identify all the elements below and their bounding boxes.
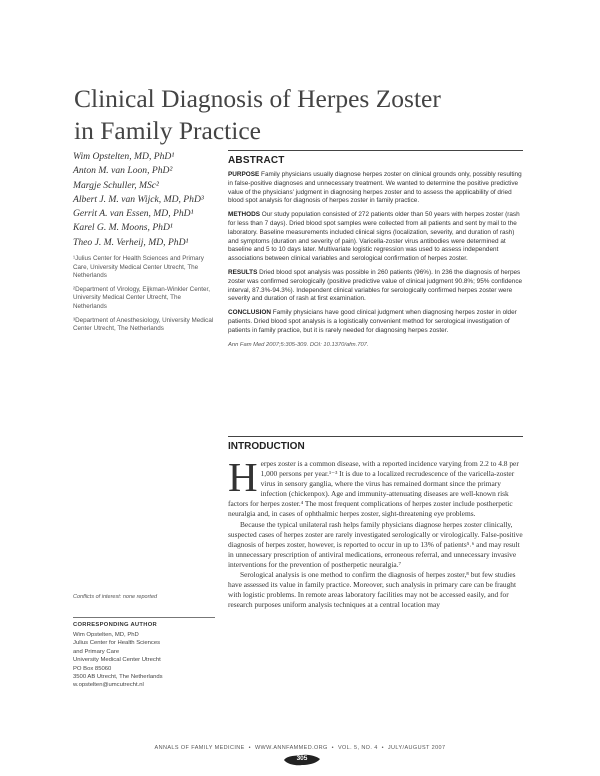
title-line-1: Clinical Diagnosis of Herpes Zoster	[74, 84, 441, 114]
abstract-methods	[228, 211, 523, 264]
intro-paragraph-1-text: erpes zoster is a common disease, with a reported incidence varying from 2.2 to 4.8 per 1,000 persons per year.¹⁻³ It is due to a localized recrudescence of the varicella-zoster virus in sensory ganglia, where the virus has remained dormant since the primary infection (chickenpox). Age and immunity-attenuating diseases are well-known risk factors for herpes zoster.⁴ The most frequent complications of herpes zoster include postherpetic neuralgia and, in cases of ophthalmic herpes zoster, sight-threatening eye problems.	[228, 459, 519, 519]
methods-text: Our study population consisted of 272 patients older than 50 years with herpes zoster (rash for less than 7 days). Dried blood spot samples were collected from all patients and sent by mail to the laboratory. Baseline measurements included clinical signs (localization, severity, and duration of rash) and symptoms (duration and severity of pain). Varicella-zoster virus antibodies were determined at baseline and 5 to 10 days later. Multivariate logistic regression was used to assess independent associations between clinical variables and serological confirmation of herpes zoster.	[228, 211, 520, 263]
footer-journal: ANNALS OF FAMILY MEDICINE	[154, 745, 245, 751]
author-name: Albert J. M. van Wijck, MD, PhD³	[73, 193, 204, 205]
author-name: Gerrit A. van Essen, MD, PhD¹	[73, 208, 194, 220]
author-name: Anton M. van Loon, PhD²	[73, 165, 173, 177]
author-name: Margje Schuller, MSc²	[73, 179, 159, 191]
drop-cap: H	[228, 454, 258, 500]
corresponding-line: Wim Opstelten, MD, PhD	[73, 632, 139, 638]
corresponding-heading: CORRESPONDING AUTHOR	[73, 622, 158, 628]
footer-website[interactable]: WWW.ANNFAMMED.ORG	[254, 745, 328, 751]
page-number: 305	[296, 755, 308, 762]
affiliation: ¹Julius Center for Health Sciences and Primary Care, University Medical Center Utrecht, The Netherlands	[73, 255, 204, 280]
footer-separator: •	[381, 745, 384, 751]
footer-separator: •	[248, 745, 251, 751]
introduction-heading: INTRODUCTION	[228, 436, 523, 452]
citation: Ann Fam Med 2007;5:305-309. DOI: 10.1370/afm.707.	[228, 341, 369, 348]
footer-separator: •	[331, 745, 334, 751]
footer-date: JULY/AUGUST 2007	[387, 745, 446, 751]
corresponding-line: PO Box 85060	[73, 665, 112, 672]
abstract-section	[228, 150, 523, 348]
introduction-section	[228, 436, 523, 610]
article-title	[74, 83, 534, 147]
purpose-label: PURPOSE	[228, 171, 260, 178]
intro-paragraph: Serological analysis is one method to confirm the diagnosis of herpes zoster,⁸ but few studies have assessed its value in family practice. Moreover, such analysis in primary care can be fraught with logistic problems. In remote areas laboratory facilities may not be accessed easily, and for research purposes uniform analysis techniques at a central location may	[228, 570, 517, 610]
corresponding-line: University Medical Center Utrecht	[73, 657, 161, 664]
abstract-purpose	[228, 171, 523, 206]
abstract-conclusion	[228, 309, 523, 335]
corresponding-line: and Primary Care	[73, 648, 120, 655]
corresponding-line: 3500 AB Utrecht, The Netherlands	[73, 674, 163, 681]
title-line-2: in Family Practice	[74, 116, 261, 146]
running-footer	[0, 745, 600, 751]
conclusion-text: Family physicians have good clinical judgment when diagnosing herpes zoster in older patients. Dried blood spot analysis is a logistically convenient method for serological investigation of patients in family practice, but it is rarely needed for diagnosing herpes zoster.	[228, 309, 517, 334]
author-name: Karel G. M. Moons, PhD¹	[73, 222, 173, 234]
abstract-heading: ABSTRACT	[228, 150, 523, 166]
author-name: Wim Opstelten, MD, PhD¹	[73, 151, 175, 162]
footer-volume: VOL. 5, NO. 4	[337, 745, 378, 751]
results-text: Dried blood spot analysis was possible in 260 patients (96%). In 236 the diagnosis of herpes zoster was confirmed serologically (positive predictive value of clinical judgment 90.8%; 95% confidence interval, 87.3%-94.3%). Independent clinical variables for serologically confirmed herpes zoster were severity and duration of rash at first examination.	[228, 268, 523, 303]
corresponding-email[interactable]: w.opstelten@umcutrecht.nl	[73, 682, 144, 689]
conclusion-label: CONCLUSION	[228, 309, 271, 317]
corresponding-line: Julius Center for Health Sciences	[73, 640, 161, 647]
conflicts-note: Conflicts of interest: none reported	[73, 594, 158, 600]
intro-paragraph: Because the typical unilateral rash helps family physicians diagnose herpes zoster clinically, suspected cases of herpes zoster are rarely investigated serologically or virologically. False-positive diagnosis of herpes zoster, however, is reported to occur in up to 13% of patients⁵˒⁶ and may result in unnecessary prescription of antiviral medications, erroneous referral, and unnecessary invasive interventions for the prevention of postherpetic neuralgia.⁷	[228, 519, 523, 569]
corresponding-author	[73, 617, 215, 690]
purpose-text: Family physicians usually diagnose herpes zoster on clinical grounds only, possibly resulting in false-positive diagnoses and unnecessary treatment. We wanted to determine the positive predictive value of the physicians' judgment in diagnosing herpes zoster and to assess the applicability of dried blood spot analysis for diagnosis of herpes zoster in family practice.	[228, 171, 522, 205]
abstract-results	[228, 269, 523, 304]
results-label: RESULTS	[228, 268, 258, 276]
intro-paragraph	[228, 454, 523, 520]
methods-label: METHODS	[228, 211, 260, 219]
affiliation: ³Department of Anesthesiology, University Medical Center Utrecht, The Netherlands	[73, 316, 214, 333]
page-number-badge	[282, 754, 322, 766]
author-name: Theo J. M. Verheij, MD, PhD¹	[73, 236, 189, 248]
author-list	[73, 150, 215, 334]
affiliation: ²Department of Virology, Eijkman-Winkler Center, University Medical Center Utrecht, The Netherlands	[73, 285, 210, 311]
